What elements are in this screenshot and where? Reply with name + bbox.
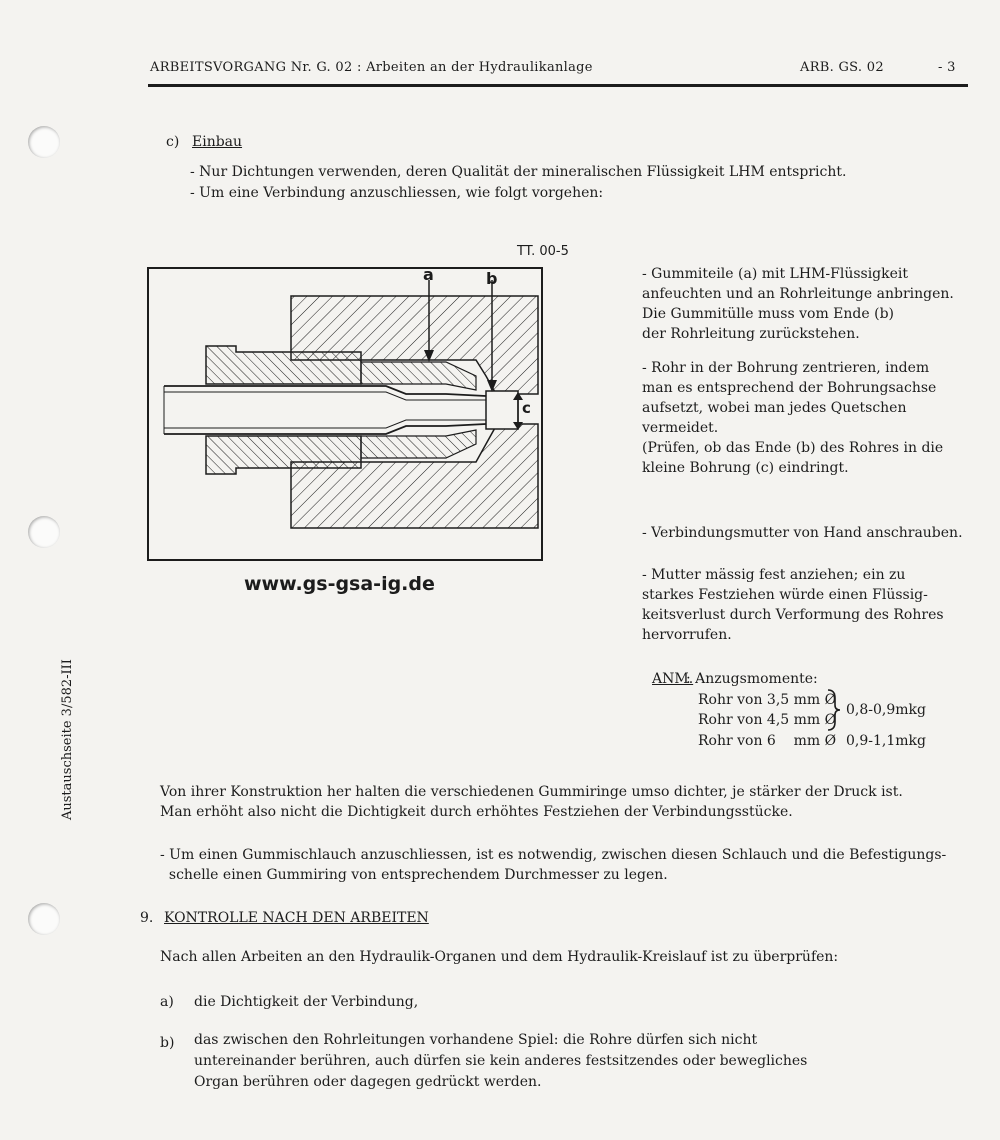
side-note: Austauschseite 3/582-III bbox=[60, 659, 75, 820]
item-b-text: das zwischen den Rohrleitungen vorhandene Spiel: die Rohre dürfen sich nicht untereinander berühren, auch dürfen sie kein anderes festsitzendes oder bewegliches Organ berühren oder dagegen gedrückt werden. bbox=[194, 1032, 808, 1090]
anm-value-2: 0,9-1,1mkg bbox=[846, 733, 926, 749]
step-3: - Verbindungsmutter von Hand anschrauben. bbox=[642, 525, 963, 541]
label-a: a bbox=[423, 266, 434, 284]
section-c-line-1: - Nur Dichtungen verwenden, deren Qualität der mineralischen Flüssigkeit LHM entspricht. bbox=[190, 164, 847, 180]
anm-value-1: 0,8-0,9mkg bbox=[846, 702, 926, 718]
union-nut-upper bbox=[206, 346, 361, 384]
item-a-label: a) bbox=[160, 994, 174, 1010]
item-b-label: b) bbox=[160, 1035, 175, 1051]
item-a-text: die Dichtigkeit der Verbindung, bbox=[194, 994, 419, 1010]
figure-ref: TT. 00-5 bbox=[517, 244, 569, 259]
header-page: - 3 bbox=[938, 60, 956, 75]
anm-row-2: Rohr von 4,5 mm Ø bbox=[698, 712, 837, 728]
website-url[interactable]: www.gs-gsa-ig.de bbox=[244, 573, 435, 595]
union-nut-lower bbox=[206, 436, 361, 474]
paragraph-2: - Um einen Gummischlauch anzuschliessen, ist es notwendig, zwischen diesen Schlauch und die Befestigungs- schelle einen Gummiring von entsprechendem Durchmesser zu legen. bbox=[160, 847, 947, 883]
pipe-upper-wall bbox=[164, 386, 486, 396]
step-2: - Rohr in der Bohrung zentrieren, indem man es entsprechend der Bohrungsachse aufsetzt, wobei man jedes Quetschen vermeidet. (Prüfen, ob das Ende (b) des Rohres in die kleine Bohrung (c) eindringt. bbox=[642, 360, 944, 476]
hydraulic-fitting-diagram bbox=[146, 266, 546, 562]
section-9-number: 9. bbox=[140, 910, 154, 926]
binder-hole-middle bbox=[28, 516, 60, 548]
section-c-line-2: - Um eine Verbindung anzuschliessen, wie folgt vorgehen: bbox=[190, 185, 604, 201]
pipe-lower-wall bbox=[164, 424, 486, 434]
header-title: ARBEITSVORGANG Nr. G. 02 : Arbeiten an der Hydraulikanlage bbox=[150, 60, 593, 75]
label-b: b bbox=[486, 269, 498, 288]
header-rule bbox=[148, 84, 968, 87]
anm-title: : Anzugsmomente: bbox=[686, 671, 818, 687]
section-c-label: c) bbox=[166, 134, 180, 150]
brace bbox=[826, 688, 842, 732]
section-9-intro: Nach allen Arbeiten an den Hydraulik-Organen und dem Hydraulik-Kreislauf ist zu überprüfen: bbox=[160, 949, 839, 965]
section-c-title: Einbau bbox=[192, 134, 243, 150]
binder-hole-bottom bbox=[28, 903, 60, 935]
section-9-title: KONTROLLE NACH DEN ARBEITEN bbox=[164, 910, 429, 926]
step-1: - Gummiteile (a) mit LHM-Flüssigkeit anfeuchten und an Rohrleitunge anbringen. Die Gummitülle muss vom Ende (b) der Rohrleitung zurückstehen. bbox=[642, 266, 954, 342]
header-code: ARB. GS. 02 bbox=[800, 60, 884, 75]
anm-row-3: Rohr von 6 mm Ø bbox=[698, 733, 837, 749]
binder-hole-top bbox=[28, 126, 60, 158]
anm-row-1: Rohr von 3,5 mm Ø bbox=[698, 692, 837, 708]
label-c: c bbox=[522, 399, 531, 417]
paragraph-1: Von ihrer Konstruktion her halten die verschiedenen Gummiringe umso dichter, je stärker der Druck ist. Man erhöht also nicht die Dichtigkeit durch erhöhtes Festziehen der Verbindungsstücke. bbox=[160, 784, 903, 820]
step-4: - Mutter mässig fest anziehen; ein zu starkes Festziehen würde einen Flüssig- keitsverlust durch Verformung des Rohres hervorrufen. bbox=[642, 567, 944, 643]
anm-label: ANM. bbox=[652, 671, 694, 687]
